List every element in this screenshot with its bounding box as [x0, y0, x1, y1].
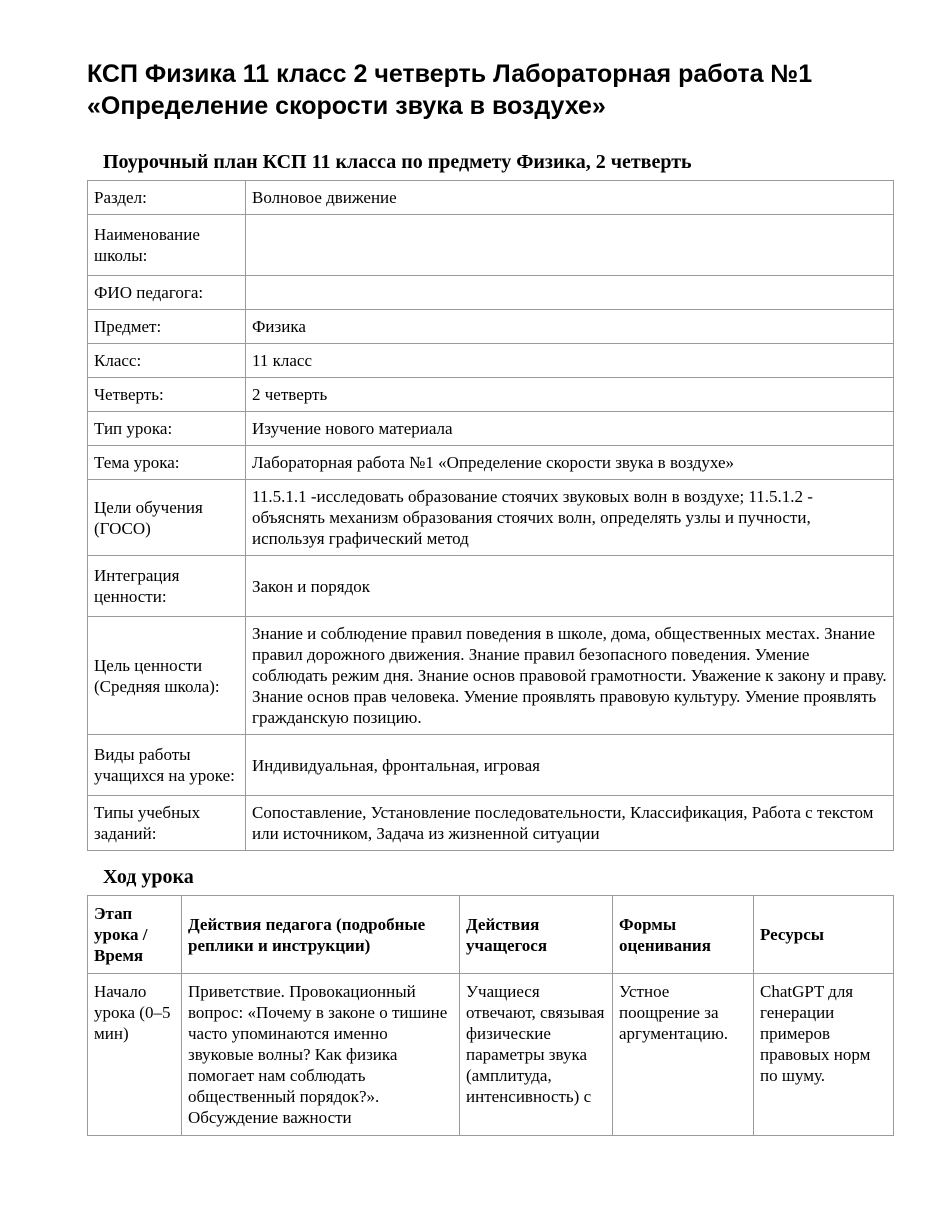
plan-label: ФИО педагога:	[88, 276, 246, 310]
plan-label: Тема урока:	[88, 446, 246, 480]
column-header: Этап урока / Время	[88, 896, 182, 974]
plan-label: Раздел:	[88, 181, 246, 215]
plan-label: Виды работы учащихся на уроке:	[88, 735, 246, 796]
plan-label: Интеграция ценности:	[88, 556, 246, 617]
plan-value: 2 четверть	[246, 378, 894, 412]
plan-value: Индивидуальная, фронтальная, игровая	[246, 735, 894, 796]
table-row	[88, 276, 894, 310]
plan-label: Предмет:	[88, 310, 246, 344]
plan-value: Волновое движение	[246, 181, 894, 215]
plan-label: Четверть:	[88, 378, 246, 412]
plan-value: 11 класс	[246, 344, 894, 378]
column-header: Ресурсы	[754, 896, 894, 974]
lesson-flow-heading: Ход урока	[103, 866, 194, 888]
table-row	[88, 378, 894, 412]
plan-label: Класс:	[88, 344, 246, 378]
plan-heading: Поурочный план КСП 11 класса по предмету Физика, 2 четверть	[103, 151, 692, 173]
document-title: КСП Физика 11 класс 2 четверть Лабораторная работа №1 «Определение скорости звука в воздухе»	[87, 60, 813, 120]
plan-label: Цели обучения (ГОСО)	[88, 480, 246, 556]
resources-cell: ChatGPT для генерации примеров правовых норм по шуму.	[754, 974, 894, 1136]
plan-label: Тип урока:	[88, 412, 246, 446]
column-header: Формы оценивания	[613, 896, 754, 974]
plan-value: Лабораторная работа №1 «Определение скорости звука в воздухе»	[246, 446, 894, 480]
document-page	[87, 58, 893, 1136]
plan-label: Наименование школы:	[88, 215, 246, 276]
table-header-row	[88, 896, 894, 974]
table-row	[88, 480, 894, 556]
table-row	[88, 556, 894, 617]
table-row	[88, 310, 894, 344]
table-row	[88, 974, 894, 1136]
assessment-cell: Устное поощрение за аргументацию.	[613, 974, 754, 1136]
lesson-plan-table	[87, 180, 894, 851]
column-header: Действия педагога (подробные реплики и инструкции)	[182, 896, 460, 974]
table-row	[88, 181, 894, 215]
plan-label: Цель ценности (Средняя школа):	[88, 617, 246, 735]
table-row	[88, 215, 894, 276]
plan-value: Физика	[246, 310, 894, 344]
stage-cell: Начало урока (0–5 мин)	[88, 974, 182, 1136]
table-row	[88, 796, 894, 851]
plan-value: Сопоставление, Установление последовательности, Классификация, Работа с текстом или источником, Задача из жизненной ситуации	[246, 796, 894, 851]
teacher-actions-cell: Приветствие. Провокационный вопрос: «Почему в законе о тишине часто упоминаются именно звуковые волны? Как физика помогает нам соблюдать общественный порядок?». Обсуждение важности	[182, 974, 460, 1136]
lesson-flow-table	[87, 895, 894, 1136]
plan-value: 11.5.1.1 -исследовать образование стоячих звуковых волн в воздухе; 11.5.1.2 - объяснять механизм образования стоячих волн, определять узлы и пучности, используя графический метод	[246, 480, 894, 556]
plan-value	[246, 276, 894, 310]
plan-value: Изучение нового материала	[246, 412, 894, 446]
student-actions-cell: Учащиеся отвечают, связывая физические параметры звука (амплитуда, интенсивность) с	[460, 974, 613, 1136]
column-header: Действия учащегося	[460, 896, 613, 974]
table-row	[88, 412, 894, 446]
plan-value: Знание и соблюдение правил поведения в школе, дома, общественных местах. Знание правил дорожного движения. Знание правил безопасного поведения. Умение соблюдать режим дня. Знание основ правовой грамотности. Уважение к закону и праву. Знание основ прав человека. Умение проявлять правовую культуру. Умение проявлять гражданскую позицию.	[246, 617, 894, 735]
table-row	[88, 617, 894, 735]
table-row	[88, 735, 894, 796]
table-row	[88, 344, 894, 378]
plan-label: Типы учебных заданий:	[88, 796, 246, 851]
plan-value: Закон и порядок	[246, 556, 894, 617]
plan-value	[246, 215, 894, 276]
table-row	[88, 446, 894, 480]
